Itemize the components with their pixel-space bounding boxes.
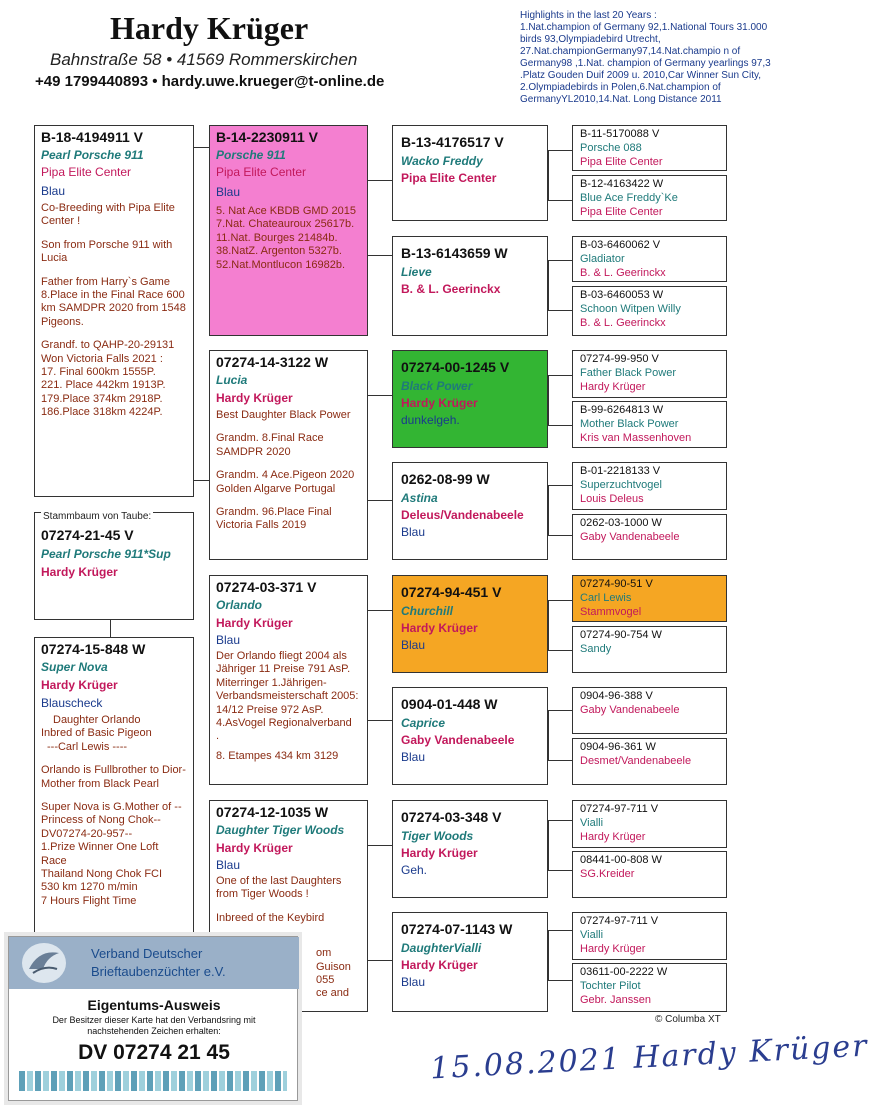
sire-name: Pearl Porsche 911 — [41, 148, 144, 162]
gggp-name: Sandy — [580, 643, 612, 655]
gggp-ring: B-11-5170088 V — [580, 128, 660, 140]
gggp-ring: 07274-99-950 V — [580, 353, 659, 365]
gp1-owner: Pipa Elite Center — [216, 165, 307, 179]
ggp-ring: 0904-01-448 W — [401, 696, 498, 712]
sire-ring: B-18-4194911 V — [41, 129, 143, 145]
sire-notes: Co-Breeding with Pipa Elite Center ! Son from Porsche 911 with Lucia Father from Harry`s Game 8.Place in the Final Race 600 km SAMDPR 2020 from 1548 Pigeons. Grandf. to QAHP-20-29131 Won Victoria Falls 2021 : 17. Final 600km 1555P. 221. Place 442km 1913P. 179.Place 374km 2918P. 186.Place 318km 4224P. — [41, 202, 186, 419]
gggp-ring: B-99-6264813 W — [580, 404, 664, 416]
gggp-name: Superzuchtvogel — [580, 479, 662, 491]
card-header — [9, 937, 299, 989]
gggp-ring: B-03-6460053 W — [580, 289, 664, 301]
highlights-title: Highlights in the last 20 Years : — [520, 10, 657, 21]
card-org-line1: Verband Deutscher — [91, 946, 203, 961]
gggp-ring: 08441-00-808 W — [580, 854, 662, 866]
gp1-ring: B-14-2230911 V — [216, 129, 318, 145]
ggp-owner: B. & L. Geerinckx — [401, 282, 501, 296]
gggp-owner: Hardy Krüger — [580, 831, 646, 843]
ggp-8-box — [392, 912, 548, 1012]
gp4-owner: Hardy Krüger — [216, 841, 293, 855]
card-ring-number: DV 07274 21 45 — [78, 1041, 230, 1064]
ggp-1-box — [392, 125, 548, 221]
gggp-14-box — [572, 851, 727, 898]
gggp-name: Vialli — [580, 929, 604, 941]
gp1-color: Blau — [216, 185, 241, 199]
gp3-color: Blau — [216, 633, 241, 647]
gggp-name: Blue Ace Freddy`Ke — [580, 192, 678, 204]
dam-box — [34, 637, 194, 940]
gggp-ring: 0904-96-361 W — [580, 741, 656, 753]
copyright: © Columba XT — [655, 1014, 721, 1025]
subject-ring: 07274-21-45 V — [41, 527, 134, 543]
ggp-ring: 0262-08-99 W — [401, 471, 490, 487]
gp4-name: Daughter Tiger Woods — [216, 823, 345, 837]
dam-notes: Daughter Orlando Inbred of Basic Pigeon ---Carl Lewis ---- Orlando is Fullbrother to Dior- Mother from Black Pearl Super Nova is G.Mother of --Princess of Nong Chok-- DV07274-20-957-- 1.Prize Winner One Loft Race Thailand Nong Chok FCI 530 km 1270 m/min 7 Hours Flight Time — [41, 714, 186, 907]
sire-box — [34, 125, 194, 497]
grandparent-2-box — [209, 350, 368, 560]
gggp-5-box — [572, 350, 727, 398]
gp2-name: Lucia — [216, 373, 248, 387]
gp2-notes: Best Daughter Black Power Grandm. 8.Final Race SAMDPR 2020 Grandm. 4 Ace.Pigeon 2020 Golden Algarve Portugal Grandm. 96.Place Final Victoria Falls 2019 — [216, 409, 355, 532]
dam-ring: 07274-15-848 W — [41, 641, 146, 657]
gggp-owner: Gebr. Janssen — [580, 994, 651, 1006]
gggp-6-box — [572, 401, 727, 448]
gp2-owner: Hardy Krüger — [216, 391, 293, 405]
dam-owner: Hardy Krüger — [41, 678, 118, 692]
ggp-name: Caprice — [401, 716, 446, 730]
gggp-13-box — [572, 800, 727, 848]
ggp-owner: Hardy Krüger — [401, 396, 478, 410]
dam-color: Blauscheck — [41, 696, 103, 710]
gggp-owner: SG.Kreider — [580, 868, 635, 880]
gggp-ring: 03611-00-2222 W — [580, 966, 668, 978]
ggp-owner: Hardy Krüger — [401, 846, 478, 860]
sire-owner: Pipa Elite Center — [41, 165, 132, 179]
ggp-owner: Hardy Krüger — [401, 958, 478, 972]
dam-name: Super Nova — [41, 660, 108, 674]
breeder-name: Hardy Krüger — [110, 10, 309, 46]
card-desc: Der Besitzer dieser Karte hat den Verbandsring mit nachstehenden Zeichen erhalten: — [52, 1015, 256, 1036]
ggp-color: Geh. — [401, 863, 428, 877]
gp3-owner: Hardy Krüger — [216, 616, 293, 630]
gggp-4-box — [572, 286, 727, 336]
ggp-7-box — [392, 800, 548, 898]
gggp-name: Porsche 088 — [580, 142, 642, 154]
grandparent-1-box — [209, 125, 368, 336]
subject-label: Stammbaum von Taube: — [43, 511, 152, 522]
gggp-9-box — [572, 575, 727, 622]
gggp-ring: B-01-2218133 V — [580, 465, 661, 477]
gggp-owner: Gaby Vandenabeele — [580, 704, 680, 716]
gggp-owner: Gaby Vandenabeele — [580, 531, 680, 543]
ggp-6-box — [392, 687, 548, 785]
ggp-color: dunkelgeh. — [401, 413, 460, 427]
gggp-owner: Pipa Elite Center — [580, 156, 663, 168]
ggp-name: Tiger Woods — [401, 829, 474, 843]
gggp-2-box — [572, 175, 727, 221]
ggp-ring: 07274-00-1245 V — [401, 359, 510, 375]
subject-owner: Hardy Krüger — [41, 565, 118, 579]
grandparent-3-box — [209, 575, 368, 785]
ggp-3-box — [392, 350, 548, 448]
gggp-name: Carl Lewis — [580, 592, 632, 604]
gggp-12-box — [572, 738, 727, 785]
gggp-ring: 07274-97-711 V — [580, 803, 659, 815]
ggp-name: Black Power — [401, 379, 473, 393]
ggp-name: Wacko Freddy — [401, 154, 483, 168]
gggp-name: Vialli — [580, 817, 604, 829]
ggp-ring: 07274-03-348 V — [401, 809, 502, 825]
gggp-name: Gladiator — [580, 253, 625, 265]
card-pattern — [19, 1071, 287, 1091]
ggp-color: Blau — [401, 750, 426, 764]
ggp-name: Churchill — [401, 604, 454, 618]
gggp-ring: B-12-4163422 W — [580, 178, 664, 190]
gggp-11-box — [572, 687, 727, 734]
gggp-3-box — [572, 236, 727, 282]
ownership-card — [8, 936, 298, 1101]
card-title: Eigentums-Ausweis — [87, 997, 221, 1013]
ggp-ring: B-13-6143659 W — [401, 245, 508, 261]
pigeon-icon — [17, 939, 71, 987]
ggp-color: Blau — [401, 638, 426, 652]
ggp-ring: 07274-07-1143 W — [401, 921, 513, 937]
highlights — [520, 10, 790, 106]
gggp-ring: 0262-03-1000 W — [580, 517, 662, 529]
gp4-ring: 07274-12-1035 W — [216, 804, 329, 820]
subject-name: Pearl Porsche 911*Sup — [41, 547, 171, 561]
gggp-owner: Louis Deleus — [580, 493, 644, 505]
gp4-notes: One of the last Daughters from Tiger Woods ! Inbreed of the Keybird om Guison 055 ce and — [216, 875, 351, 1000]
ggp-name: Astina — [401, 491, 438, 505]
gggp-name: Father Black Power — [580, 367, 676, 379]
ggp-owner: Pipa Elite Center — [401, 171, 497, 185]
ggp-ring: 07274-94-451 V — [401, 584, 502, 600]
gp3-notes: Der Orlando fliegt 2004 als Jähriger 11 Preise 791 AsP. Miterringer 1.Jährigen-Verbandsmeisterschaft 2005: 14/12 Preise 972 AsP. 4.AsVogel Regionalverband . 8. Etampes 434 km 3129 — [216, 650, 359, 762]
gggp-1-box — [572, 125, 727, 171]
gggp-ring: 07274-97-711 V — [580, 915, 659, 927]
gggp-ring: 0904-96-388 V — [580, 690, 653, 702]
gp1-name: Porsche 911 — [216, 148, 286, 162]
ggp-ring: B-13-4176517 V — [401, 134, 504, 150]
gggp-owner: Kris van Massenhoven — [580, 432, 692, 444]
signature: 15.08.2021 Hardy Krüger — [429, 1028, 869, 1087]
ggp-color: Blau — [401, 975, 426, 989]
gggp-name: Schoon Witpen Willy — [580, 303, 681, 315]
gp1-notes: 5. Nat Ace KBDB GMD 2015 7.Nat. Chateauroux 25617b. 11.Nat. Bourges 21484b. 38.NatZ. Argenton 5327b. 52.Nat.Montlucon 16982b. — [216, 205, 357, 271]
gggp-ring: 07274-90-51 V — [580, 578, 653, 590]
gggp-owner: Desmet/Vandenabeele — [580, 755, 692, 767]
gggp-name: Tochter Pilot — [580, 980, 641, 992]
ggp-owner: Gaby Vandenabeele — [401, 733, 515, 747]
ggp-5-box — [392, 575, 548, 673]
gggp-8-box — [572, 514, 727, 560]
gggp-owner: B. & L. Geerinckx — [580, 267, 666, 279]
gggp-owner: Hardy Krüger — [580, 943, 646, 955]
gggp-10-box — [572, 626, 727, 673]
ggp-color: Blau — [401, 525, 426, 539]
gp2-ring: 07274-14-3122 W — [216, 354, 329, 370]
ggp-owner: Deleus/Vandenabeele — [401, 508, 524, 522]
gggp-owner: Pipa Elite Center — [580, 206, 663, 218]
gggp-ring: 07274-90-754 W — [580, 629, 662, 641]
ggp-2-box — [392, 236, 548, 336]
gggp-owner: Stammvogel — [580, 606, 642, 618]
ggp-name: DaughterVialli — [401, 941, 482, 955]
gggp-ring: B-03-6460062 V — [580, 239, 661, 251]
breeder-contact: +49 1799440893 • hardy.uwe.krueger@t-online.de — [35, 73, 385, 90]
ggp-name: Lieve — [401, 265, 432, 279]
ggp-owner: Hardy Krüger — [401, 621, 478, 635]
card-org-line2: Brieftaubenzüchter e.V. — [91, 964, 226, 979]
ggp-4-box — [392, 462, 548, 560]
gp3-name: Orlando — [216, 598, 263, 612]
sire-color: Blau — [41, 184, 66, 198]
gggp-owner: B. & L. Geerinckx — [580, 317, 666, 329]
gggp-owner: Hardy Krüger — [580, 381, 646, 393]
gggp-15-box — [572, 912, 727, 960]
gggp-16-box — [572, 963, 727, 1012]
gp4-color: Blau — [216, 858, 241, 872]
highlights-text: 1.Nat.champion of Germany 92,1.National Tours 31.000 birds 93,Olympiadebird Utrecht, 27.Nat.championGermany97,14.Nat.champio n of Germany98 ,1.Nat. champion of Germany yearlings 97,3 .Platz Gouden Duif 2009 u. 2010,Car Winner Sun City, 2.Olympiadebirds in Polen,6.Nat.champion of GermanyYL2010,14.Nat. Long Distance 2011 — [520, 22, 771, 105]
subject-box — [34, 512, 194, 620]
gggp-7-box — [572, 462, 727, 510]
gp3-ring: 07274-03-371 V — [216, 579, 317, 595]
breeder-address: Bahnstraße 58 • 41569 Rommerskirchen — [50, 50, 358, 69]
gggp-name: Mother Black Power — [580, 418, 679, 430]
